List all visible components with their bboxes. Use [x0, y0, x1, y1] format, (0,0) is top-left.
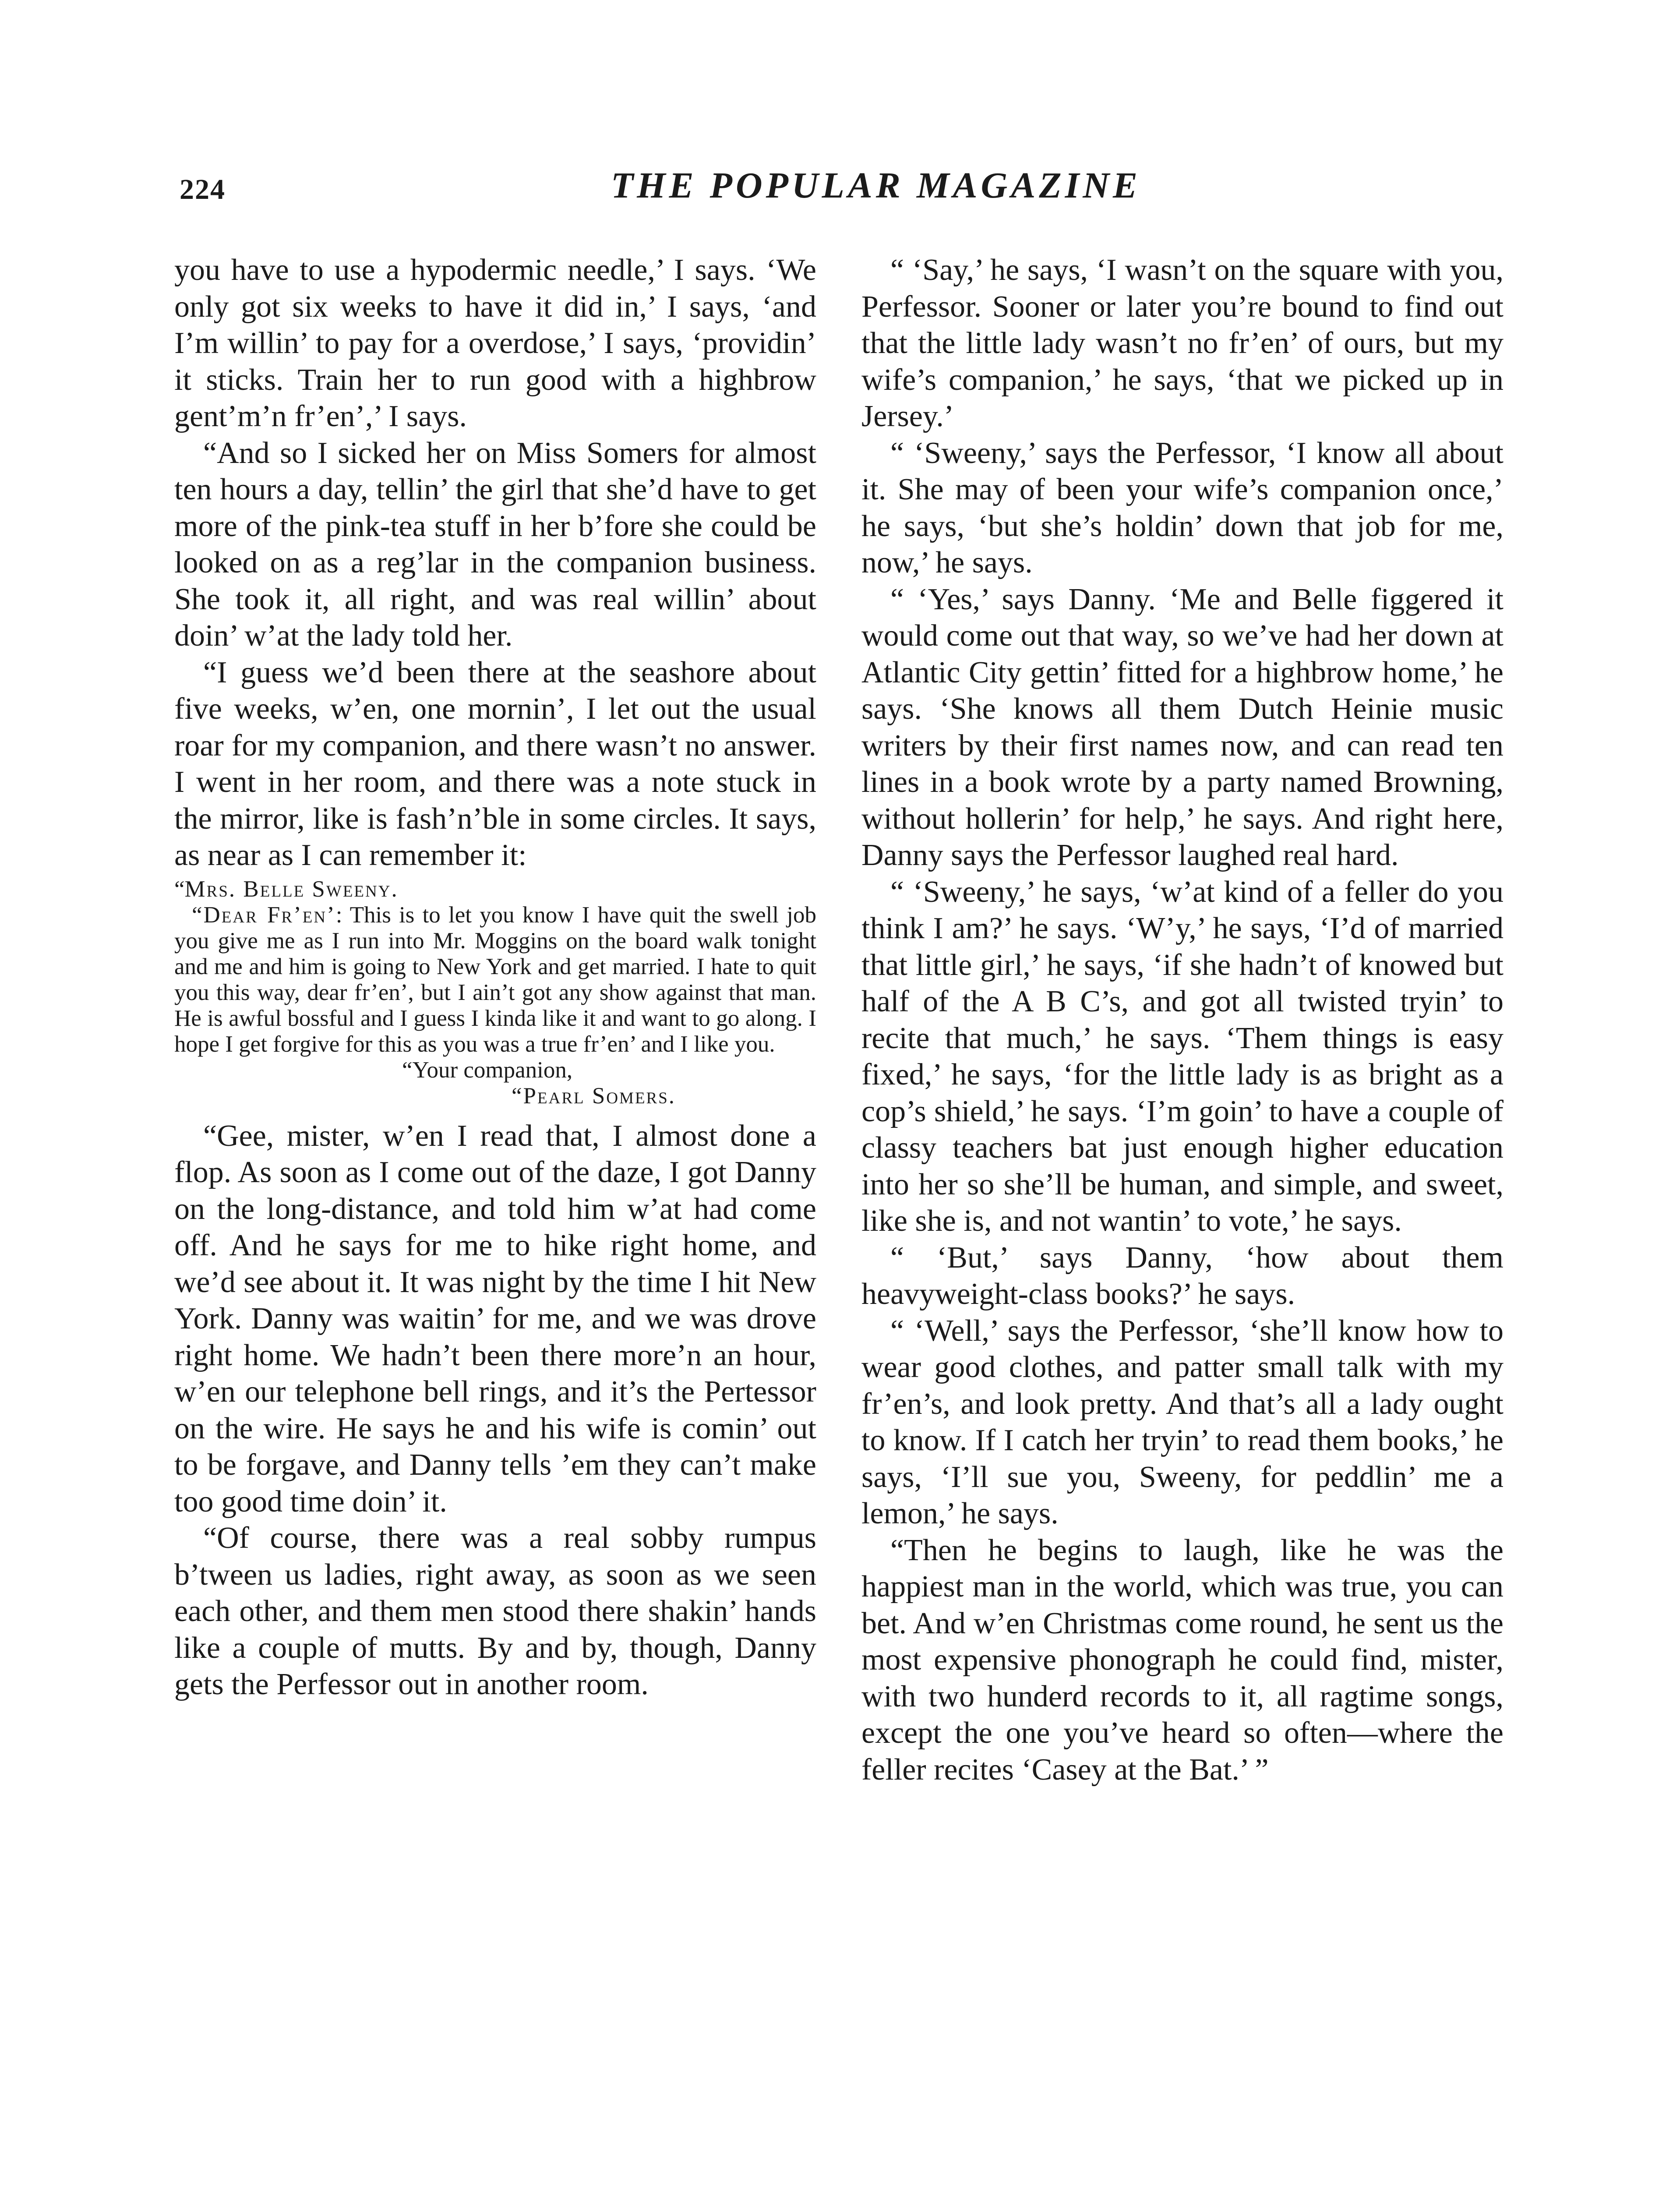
paragraph: “And so I sicked her on Miss Somers for almost ten hours a day, tellin’ the girl that she’d have to get more of the pink-tea stuff in her b’fore she could be looked on as a reg’lar in the companion business. She took it, all right, and was real willin’ about doin’ w’at the lady told her.: [174, 436, 816, 653]
note-closing: “Your companion,: [402, 1057, 573, 1083]
paragraph: you have to use a hypodermic needle,’ I says. ‘We only got six weeks to have it did in,’ I says, ‘and I’m willin’ to pay for a overdose,’ I says, ‘providin’ it sticks. Train her to run good with a highbrow gent’m’n fr’en’,’ I says.: [174, 253, 816, 433]
paragraph: “I guess we’d been there at the seashore about five weeks, w’en, one mornin’, I let out the usual roar for my companion, and there wasn’t no answer. I went in her room, and there was a note stuck in the mirror, like is fash’n’ble in some circles. It says, as near as I can remember it:: [174, 655, 816, 872]
paragraph: “ ‘But,’ says Danny, ‘how about them heavyweight-class books?’ he says.: [861, 1240, 1504, 1311]
right-column: [861, 252, 1504, 1788]
paragraph: “ ‘Sweeny,’ he says, ‘w’at kind of a feller do you think I am?’ he says. ‘W’y,’ he says, ‘I’d of married that little girl,’ he says, ‘if she hadn’t of knowed but half of the A B C’s, and got all twisted tryin’ to recite that much,’ he says. ‘Them things is easy fixed,’ he says, ‘for the little lady is as bright as a cop’s shield,’ he says. ‘I’m goin’ to have a couple of classy teachers bat just enough higher education into her so she’ll be human, and simple, and sweet, like she is, and not wantin’ to vote,’ he says.: [861, 875, 1504, 1238]
quoted-note: [174, 876, 816, 1109]
running-head: THE POPULAR MAGAZINE: [611, 165, 1141, 206]
note-addressee: [174, 876, 816, 902]
note-addressee-name: Mrs. Belle Sweeny.: [184, 876, 399, 902]
paragraph: “Then he begins to laugh, like he was the happiest man in the world, which was true, you can bet. And w’en Christmas come round, he sent us the most expensive phonograph he could find, mister, with two hunderd records to it, all ragtime songs, except the one you’ve heard so often—where the feller recites ‘Casey at the Bat.’ ”: [861, 1533, 1504, 1787]
paragraph: “ ‘Say,’ he says, ‘I wasn’t on the square with you, Perfessor. Sooner or later you’re bound to find out that the little lady wasn’t no fr’en’ of ours, but my wife’s companion,’ he says, ‘that we picked up in Jersey.’: [861, 253, 1504, 433]
note-text: : This is to let you know I have quit the swell job you give me as I run into Mr. Moggins on the board walk tonight and me and him is going to New York and get married. I hate to quit you this way, dear fr’en’, but I ain’t got any show against that man. He is awful bossful and I guess I kinda like it and want to go along. I hope I get forgive for this as you was a true fr’en’ and I like you.: [174, 902, 816, 1057]
page-number: 224: [180, 173, 226, 205]
paragraph: “Of course, there was a real sobby rumpus b’tween us ladies, right away, as soon as we seen each other, and them men stood there shakin’ hands like a couple of mutts. By and by, though, Danny gets the Perfessor out in another room.: [174, 1521, 816, 1701]
note-signature: “Pearl Somers.: [512, 1083, 676, 1109]
paragraph: “ ‘Yes,’ says Danny. ‘Me and Belle figgered it would come out that way, so we’ve had her down at Atlantic City gettin’ fitted for a highbrow home,’ he says. ‘She knows all them Dutch Heinie music writers by their first names now, and can read ten lines in a book wrote by a party named Browning, without hollerin’ for help,’ he says. And right here, Danny says the Perfessor laughed real hard.: [861, 582, 1504, 872]
paragraph: “ ‘Sweeny,’ says the Perfessor, ‘I know all about it. She may of been your wife’s companion once,’ he says, ‘but she’s holdin’ down that job for me, now,’ he says.: [861, 436, 1504, 579]
note-body: [174, 902, 816, 1057]
note-open-quote: “: [174, 876, 185, 902]
left-column: [174, 252, 816, 1703]
note-greeting: “Dear Fr’en’: [192, 902, 336, 928]
paragraph: “Gee, mister, w’en I read that, I almost done a flop. As soon as I come out of the daze, I got Danny on the long-distance, and told him w’at had come off. And he says for me to hike right home, and we’d see about it. It was night by the time I hit New York. Danny was waitin’ for me, and we was drove right home. We hadn’t been there more’n an hour, w’en our telephone bell rings, and it’s the Pertessor on the wire. He says he and his wife is comin’ out to be forgave, and Danny tells ’em they can’t make too good time doin’ it.: [174, 1119, 816, 1519]
paragraph: “ ‘Well,’ says the Perfessor, ‘she’ll know how to wear good clothes, and patter small talk with my fr’en’s, and look pretty. And that’s all a lady ought to know. If I catch her tryin’ to read them books,’ he says, ‘I’ll sue you, Sweeny, for peddlin’ me a lemon,’ he says.: [861, 1314, 1504, 1530]
